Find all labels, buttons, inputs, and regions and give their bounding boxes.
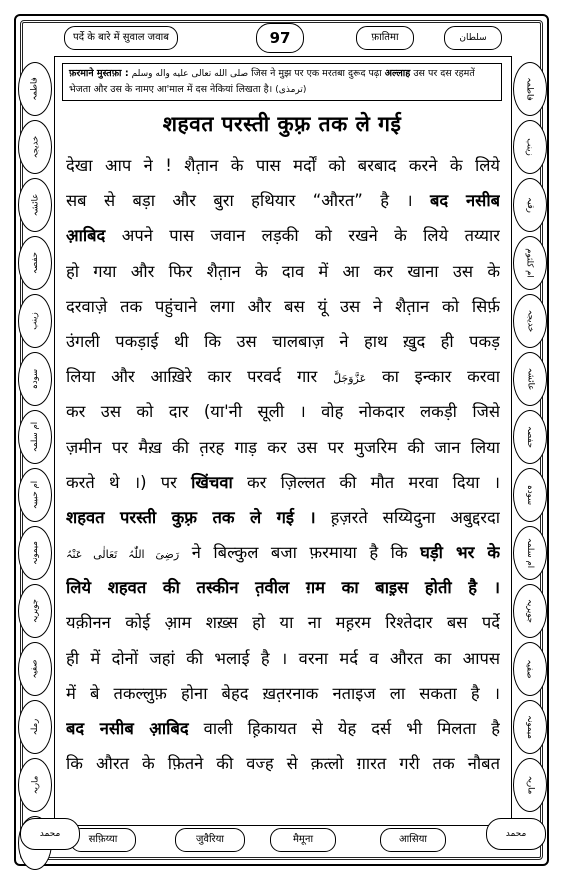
left-medal xyxy=(18,700,52,754)
bottom-tab: मैमूना xyxy=(270,828,336,852)
bottom-tab: जुवैरिया xyxy=(175,828,245,852)
bold-phrase: घड़ी भर के xyxy=(420,543,500,563)
text-span: यक़ीनन कोई आ़म शख़्स हो या ना मह़रम रिश्तेदार बस पर्दे xyxy=(66,613,500,633)
left-medal-label: زینب xyxy=(29,312,40,330)
page-number: 97 xyxy=(256,23,304,53)
bold-phrase: बद नसीब xyxy=(429,191,500,211)
header-allah: अल्लाह xyxy=(384,68,411,79)
text-line xyxy=(66,570,500,605)
arabic-phrase: رَضِیَ اللّٰہُ تَعَالٰی عَنْہُ xyxy=(66,548,180,562)
corner-medal: محمد xyxy=(20,818,80,850)
right-medal xyxy=(513,410,547,464)
right-medal-label: میمونہ xyxy=(525,715,535,739)
right-medal-label: ماریہ xyxy=(525,775,535,795)
right-medal-label: رقیہ xyxy=(525,197,535,213)
text-span: ने बिल्कुल बजा फ़रमाया है कि xyxy=(179,543,421,563)
text-span: देखा आप ने ! शैत़ान के पास मर्दों को बरबाद करने के लिये xyxy=(66,156,500,175)
text-span: ज़मीन पर मैख़ की त़रह गाड़ कर उस पर मुजरिम की जान लिया xyxy=(66,437,500,457)
header-arabic-blessing: صلى الله تعالى عليه واله وسلم xyxy=(131,69,249,79)
left-medal xyxy=(18,526,52,580)
left-medal-label: فاطمہ xyxy=(29,77,40,101)
bottom-tab: आसिया xyxy=(380,828,446,852)
right-medal xyxy=(513,700,547,754)
text-line xyxy=(66,359,500,394)
header-text-1: जिस ने मुझ पर एक मरतबा दुरूद पढ़ा xyxy=(251,68,382,79)
text-span: कर ज़िल्लत की मौत मरवा दिया । xyxy=(232,472,500,492)
bold-phrase: आ़बिद xyxy=(66,226,106,246)
right-medal xyxy=(513,468,547,522)
text-line xyxy=(66,183,500,218)
left-medal xyxy=(18,410,52,464)
right-medal-label: سودہ xyxy=(525,484,535,506)
text-line xyxy=(66,641,500,676)
left-medal-label: رملہ xyxy=(29,718,40,736)
book-title-tab: पर्दे के बारे में सुवाल जवाब xyxy=(64,26,178,50)
text-line xyxy=(66,289,500,324)
right-medal xyxy=(513,352,547,406)
right-medal-label: جویریہ xyxy=(525,598,535,624)
right-medal-label: عائشہ xyxy=(525,367,535,391)
right-medal xyxy=(513,120,547,174)
text-line xyxy=(66,535,500,570)
right-medal-label: فاطمہ xyxy=(524,77,535,101)
right-medal xyxy=(513,294,547,348)
right-medal-label: حفصہ xyxy=(525,426,535,448)
left-medal-label: ماریہ xyxy=(30,775,40,795)
text-span: कि औरत के फ़ितने की वज्ह से क़त्लो ग़ारत गरी तक नौबत xyxy=(66,754,500,774)
text-line xyxy=(66,324,500,359)
left-medal xyxy=(18,178,52,232)
text-line xyxy=(66,254,500,289)
right-medal-label: خدیجہ xyxy=(525,309,535,333)
top-bar xyxy=(56,22,510,54)
text-span: सब से बड़ा और बुरा हथियार “औरत” है । xyxy=(66,191,430,211)
bold-phrase: खिंचवा xyxy=(191,472,233,492)
text-line xyxy=(66,148,500,183)
text-line xyxy=(66,676,500,711)
text-line xyxy=(66,430,500,465)
text-line xyxy=(66,218,500,253)
corner-medal: محمد xyxy=(486,818,546,850)
left-medal xyxy=(18,758,52,812)
text-span: अपने पास जवान लड़की को रखने के लिये तय्यार xyxy=(105,226,500,246)
text-line xyxy=(66,394,500,429)
text-line xyxy=(66,746,500,781)
left-medal xyxy=(18,62,52,116)
left-medal xyxy=(18,236,52,290)
farmane-mustafa-header xyxy=(62,63,502,101)
left-medal-label: میمونہ xyxy=(30,541,40,565)
right-medal-label: صفیہ xyxy=(524,659,535,679)
text-span: कर उस को दार (या'नी सूली । वोह नोकदार लकड़ी जिसे xyxy=(66,402,500,422)
text-span: ही में दोनों जहां की भलाई है । वरना मर्द व औरत का आपस xyxy=(66,648,500,668)
header-label: फ़रमाने मुस्तफ़ा : xyxy=(69,68,129,79)
left-medal-label: حفصہ xyxy=(30,252,40,274)
right-medal-label: ام کلثوم xyxy=(525,248,535,278)
text-line xyxy=(66,605,500,640)
arabic-phrase: عَزَّوَجَلَّ xyxy=(333,372,367,386)
header-text-2: उस पर दस रहमतें भेजता और उस के नामए आ'माल में दस नेकियां लिखता है। xyxy=(69,68,475,95)
text-span: दरवाज़े तक पहुंचाने लगा और बस यूं उस ने शैत़ान को सिर्फ़ xyxy=(66,296,500,316)
left-medal-label: خدیجہ xyxy=(30,135,40,159)
header-source: (ترمذی) xyxy=(275,85,307,95)
left-medal-label: جویریہ xyxy=(30,598,40,624)
left-medal xyxy=(18,352,52,406)
right-medal xyxy=(513,584,547,638)
text-span: वाली ह़िकायत से येह दर्स भी मिलता है xyxy=(188,719,500,738)
left-medal xyxy=(18,584,52,638)
text-span: लिया और आख़िरे कार परवर्द गार xyxy=(66,367,334,387)
bottom-tab: सफ़िय्या xyxy=(70,828,136,852)
top-name-tab: फ़ातिमा xyxy=(356,26,414,50)
left-medal xyxy=(18,120,52,174)
body-text xyxy=(66,148,500,781)
left-medal-label: ام حبیبہ xyxy=(29,480,40,510)
text-span: में बे तकल्लुफ़ होना बेहद ख़त़रनाक नताइज ला सकता है । xyxy=(66,683,500,703)
left-medal-label: سودہ xyxy=(30,368,40,390)
left-medal-label: ام سلمہ xyxy=(29,421,40,453)
bold-phrase: बद नसीब आ़बिद xyxy=(66,719,189,738)
right-medal xyxy=(513,178,547,232)
top-corner-medal: سلطان xyxy=(444,26,502,50)
left-medal-label: صفیہ xyxy=(29,659,40,679)
text-span: ह़ज़रते सय्यिदुना अबुद्दरदा xyxy=(315,507,500,527)
bold-phrase: शहवत परस्ती कुफ़्र तक ले गई । xyxy=(66,507,316,527)
right-medal-label: ام سلمہ xyxy=(524,537,535,569)
bold-phrase: लिये शहवत की तस्कीन त़वील ग़म का बाइ़स होती है । xyxy=(66,578,500,598)
right-medal xyxy=(513,758,547,812)
page-title: शहवत परस्ती कुफ़्र तक ले गई xyxy=(162,112,402,136)
left-medal xyxy=(18,294,52,348)
text-line xyxy=(66,500,500,535)
right-medal-label: زینب xyxy=(524,138,535,156)
left-medal-label: عائشہ xyxy=(30,193,40,217)
right-medal xyxy=(513,526,547,580)
text-span: का इन्कार करवा xyxy=(366,367,500,387)
text-span: उंगली पकड़ाई थी कि उस चालबाज़ ने हाथ ख़ुद ही पकड़ xyxy=(66,331,500,351)
text-line xyxy=(66,711,500,746)
right-medal xyxy=(513,236,547,290)
text-line xyxy=(66,465,500,500)
text-span: हो गया और फिर शैत़ान के दाव में आ कर खाना उस के xyxy=(66,261,500,281)
left-medal xyxy=(18,468,52,522)
text-span: करते थे ।) पर xyxy=(66,472,192,492)
left-medal xyxy=(18,642,52,696)
right-medal xyxy=(513,62,547,116)
right-medal xyxy=(513,642,547,696)
